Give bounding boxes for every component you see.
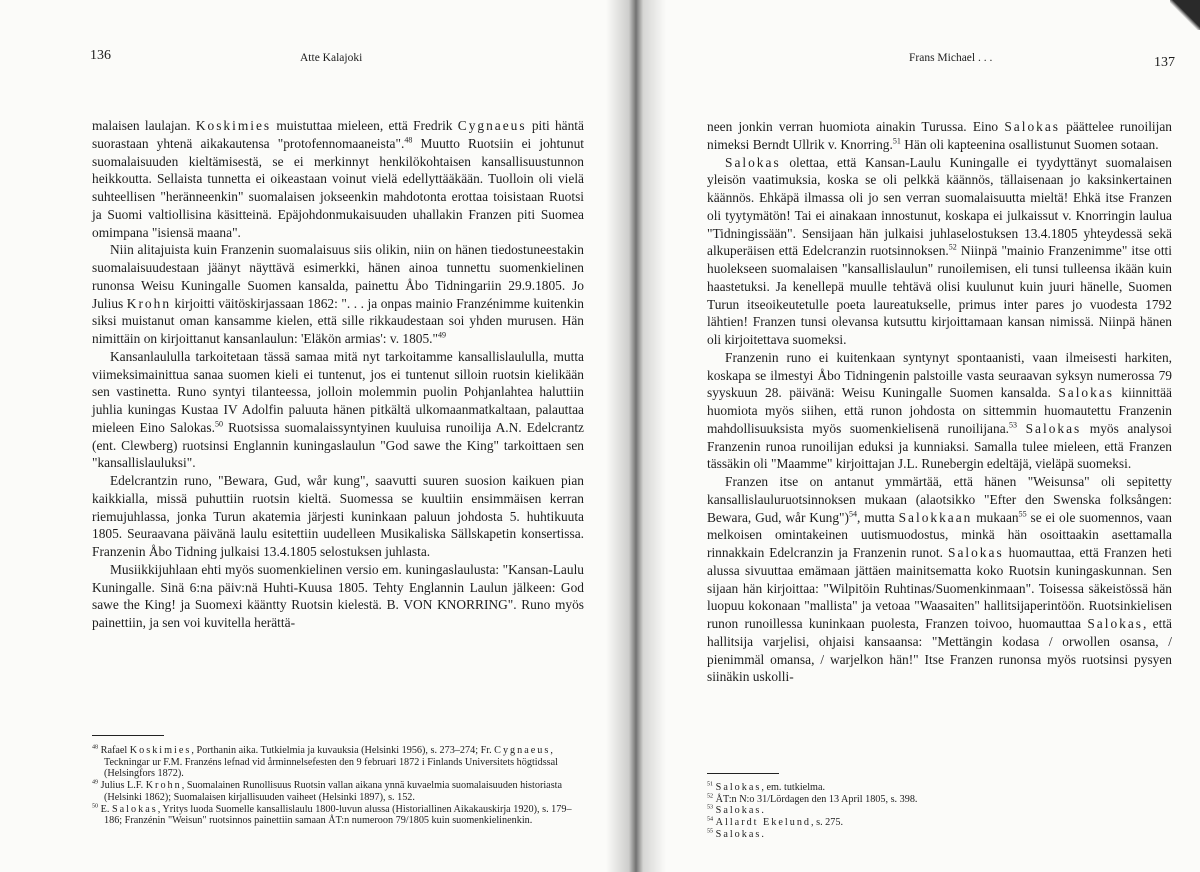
paragraph: Edelcrantzin runo, "Bewara, Gud, wår kung", saavutti suuren suosion kaikuen pian kaikkialla, missä puhuttiin ruotsin kieltä. Suomessa se kuultiin ensimmäisen kerran riemujuhlassa, jonka Turun akatemia järjesti kuninkaan paluun johdosta 5. huhtikuuta 1805. Seuraavana päivänä laulu esitettiin uudelleen Musikaliska Sällskapetin konsertissa. Franzenin Åbo Tidning julkaisi 13.4.1805 selostuksen juhlasta. — [92, 473, 584, 559]
background-corner — [1170, 0, 1200, 30]
running-head: Atte Kalajoki — [300, 52, 363, 64]
footnote: $^{54}$ Allardt Ekelund, s. 275. — [707, 816, 843, 829]
paragraph: Salokas olettaa, että Kansan-Laulu Kuningalle ei tyydyttänyt suomalaisen yleisön vaatimuksia, koska se oli pelkkä käännös, tällaisenaan jo kaksinkertainen käännös. Ehkäpä ilmassa oli jo sen verran suomalaisuutta mieltä! Ehkä itse Franzen oli tyytymätön! Tai ei ainakaan innostunut, koskapa ei julkaissut v. Knorringin laulua "Tidningissään". Sensijaan hän julkaisi juhlaselostuksen 13.4.1805 yhteydessä sekä alkuperäisen että Edelcranzin ruotsinnoksen.$^{52}$ Niinpä "mainio Franzenimme" itse otti huolekseen suomalaisen "kansallislaulun" runoilemisen, eli tunsi tulleensa ikään kuin haastetuksi. Ja kenellepä muulle tehtävä olisi kuulunut kuin juuri hänelle, Suomen Turun itseoikeutetulle poeta laureatukselle, primus inter pares jo vuodesta 1792 lähtien! Franzen tunsi olevansa kutsuttu kirjoittamaan kansan nimissä. Niinpä hänen oli kirjoitettava suomeksi. — [707, 154, 1172, 347]
book-gutter-shadow — [606, 0, 666, 872]
footnote: $^{52}$ ÅT:n N:o 31/Lördagen den 13 April 1805, s. 398. — [707, 793, 918, 805]
footnote-rule — [707, 773, 779, 774]
running-head: Frans Michael . . . — [909, 52, 993, 64]
paragraph: Niin alitajuista kuin Franzenin suomalaisuus siis olikin, niin on hänen tiedostuneestakin suomalaisuudestaan jäänyt näyttävä esimerkki, hänen ainoa tunnettu suomenkielinen runonsa Weisu Kuningalle Suomen kansalda, painettu Åbo Tidningariin 29.9.1805. Jo Julius Krohn kirjoitti väitöskirjassaan 1862: ". . . ja onpas mainio Franzénimme kuitenkin siksi muistanut oman kansamme kielen, että sille rikkaudestaan soi yhden murusen. Hän nimittäin on kirjoittanut kansanlaulun: 'Eläkön armias': v. 1805."$^{49}$ — [92, 242, 584, 346]
body-text — [92, 117, 584, 632]
paragraph: neen jonkin verran huomiota ainakin Turussa. Eino Salokas päättelee runoilijan nimeksi Berndt Ullrik v. Knorring.$^{51}$ Hän oli kapteenina osallistunut Suomen sotaan. — [707, 119, 1172, 152]
footnote: $^{51}$ Salokas, em. tutkielma. — [707, 781, 826, 793]
footnote: $^{49}$ Julius L.F. Krohn, Suomalainen Runollisuus Ruotsin vallan aikana ynnä kuvaelmia suomalaisuuden historiasta (Helsinki 1862); Suomalaisen kirjallisuuden vaiheet (Helsinki 1897), s. 152. — [92, 779, 563, 803]
page-number: 136 — [90, 48, 111, 63]
right-page — [632, 0, 1200, 872]
footnote: $^{48}$ Rafael Koskimies, Porthanin aika. Tutkielmia ja kuvauksia (Helsinki 1956), s. 273–274; Fr. Cygnaeus, Teckningar ur F.M. Franzéns lefnad vid årminnelsefesten den 9 februari 1872 i Finlands Universitets högtidssal (Helsingfors 1872). — [92, 744, 558, 780]
paragraph: Musiikkijuhlaan ehti myös suomenkielinen versio em. kuningaslaulusta: "Kansan-Laulu Kuningalle. Sinä 6:na päiv:nä Huhti-Kuusa 1805. Tehty Englannin Laulun jälkeen: God sawe the King! ja Suomexi kääntty Ruotsin kielestä. B. VON KNORRING". Runo myös painettiin, ja sen voi kuvitella herättä- — [92, 561, 584, 630]
body-text — [707, 118, 1172, 686]
paragraph: malaisen laulajan. Koskimies muistuttaa mieleen, että Fredrik Cygnaeus piti häntä suorastaan yhtenä aikakautensa "protofennomaaneista".$^{48}$ Muutto Ruotsiin ei johtunut suomalaisuuden kieltämisestä, se ei merkinnyt henkilökohtaisen kansallisuustunnon heikkoutta. Sellaista tunnetta ei oikeastaan voinut vielä edellyttääkään. Tuolloin oli vielä suhteellisen "heränneenkin" suomalaisen jokseenkin mahdotonta erottaa toisistaan Ruotsi ja Suomi valtiollisina käsitteinä. Epäjohdonmukaisuuden uhallakin Franzen piti Suomea omimpana "isiensä maana". — [92, 118, 584, 240]
paragraph: Franzen itse on antanut ymmärtää, että hänen "Weisunsa" oli sepitetty kansallislauluruotsinnoksen mukaan (alaotsikko "Efter den Swenska folksången: Bewara, Gud, wår Kung")$^{54}$, mutta Salokkaan mukaan$^{55}$ se ei ole suomennos, vaan melkoisen omintakeinen uutismuodostus, minkä hän osoittaakin asettamalla rinnakkain Edelcranzin ja Franzenin runot. Salokas huomauttaa, että Franzen heti alussa sivuuttaa emämaan jättäen mainitsematta koko Ruotsin kuningaskunnan. Sen sijaan hän kirjoittaa: "Wilpitöin Ruhtinas/Suomenkinmaan". Toisessa säkeistössä hän luopuu kokonaan "mallista" ja vetoaa "Waasaiten" hallitsijaperintöön. Ruotsinkielisen runon runoillessa kuninkaan puolesta, Franzen toivoo, huomauttaa Salokas, että hallitsija varjelisi, ohjaisi kansaansa: "Mettängin kodasa / orwollen osansa, / pienimmäl omansa, / warjelkon hän!" Itse Franzen runonsa myös ruotsinsi pysyen siinäkin uskolli- — [707, 474, 1173, 685]
paragraph: Franzenin runo ei kuitenkaan syntynyt spontaanisti, vaan ilmeisesti harkiten, koskapa se ilmestyi Åbo Tidningenin palstoille vasta seuraavan syksyn numerossa 79 syyskuun 28. päivänä: Weisu Kuningalle Suomen kansalda. Salokas kiinnittää huomiota myös siihen, että runon johdosta on sittemmin huomautettu Franzenin mahdollisuuksista myös suomenkielisenä runoilijana.$^{53}$ Salokas myös analysoi Franzenin runoa runoilijan eduksi ja kunniaksi. Samalla tulee mieleen, että Franzen tässäkin oli "Maamme" kirjoittajan J.L. Runebergin edeltäjä, vieläpä suomeksi. — [707, 349, 1172, 472]
paragraph: Kansanlaululla tarkoitetaan tässä samaa mitä nyt tarkoitamme kansallislaululla, mutta viimeksimainittua sanaa suomen kieli ei tuntenut, jos ei tuntenut silloin ruotsin kielikään sen vastinetta. Runo syntyi tilanteessa, jolloin molemmin puolin Pohjanlahtea haluttiin juhlia kuningas Kustaa IV Adolfin paluuta hänen pitkältä ulkomaanmatkaltaan, palauttaa mieleen Eino Salokas.$^{50}$ Ruotsissa suomalaissyntyinen kuuluisa runoilija A.N. Edelcrantz (ent. Clewberg) ruotsinsi Englannin kuningaslaulun "God sawe the King" tarkoittaen sen "kansallislauluksi". — [92, 348, 584, 471]
footnotes — [707, 782, 1172, 841]
page-number: 137 — [1154, 55, 1175, 70]
footnotes — [92, 745, 584, 827]
footnote-rule — [92, 735, 164, 736]
footnote: $^{55}$ Salokas. — [707, 828, 764, 840]
footnote: $^{53}$ Salokas. — [707, 805, 764, 817]
footnote: $^{50}$ E. Salokas, Yritys luoda Suomelle kansallislaulu 1800-luvun alussa (Historiallinen Aikakauskirja 1920), s. 179–186; Franzénin "Weisun" ruotsinnos painettiin samaan ÅT:n numeroon 79/1805 kuin suomenkielinenkin. — [92, 803, 572, 827]
